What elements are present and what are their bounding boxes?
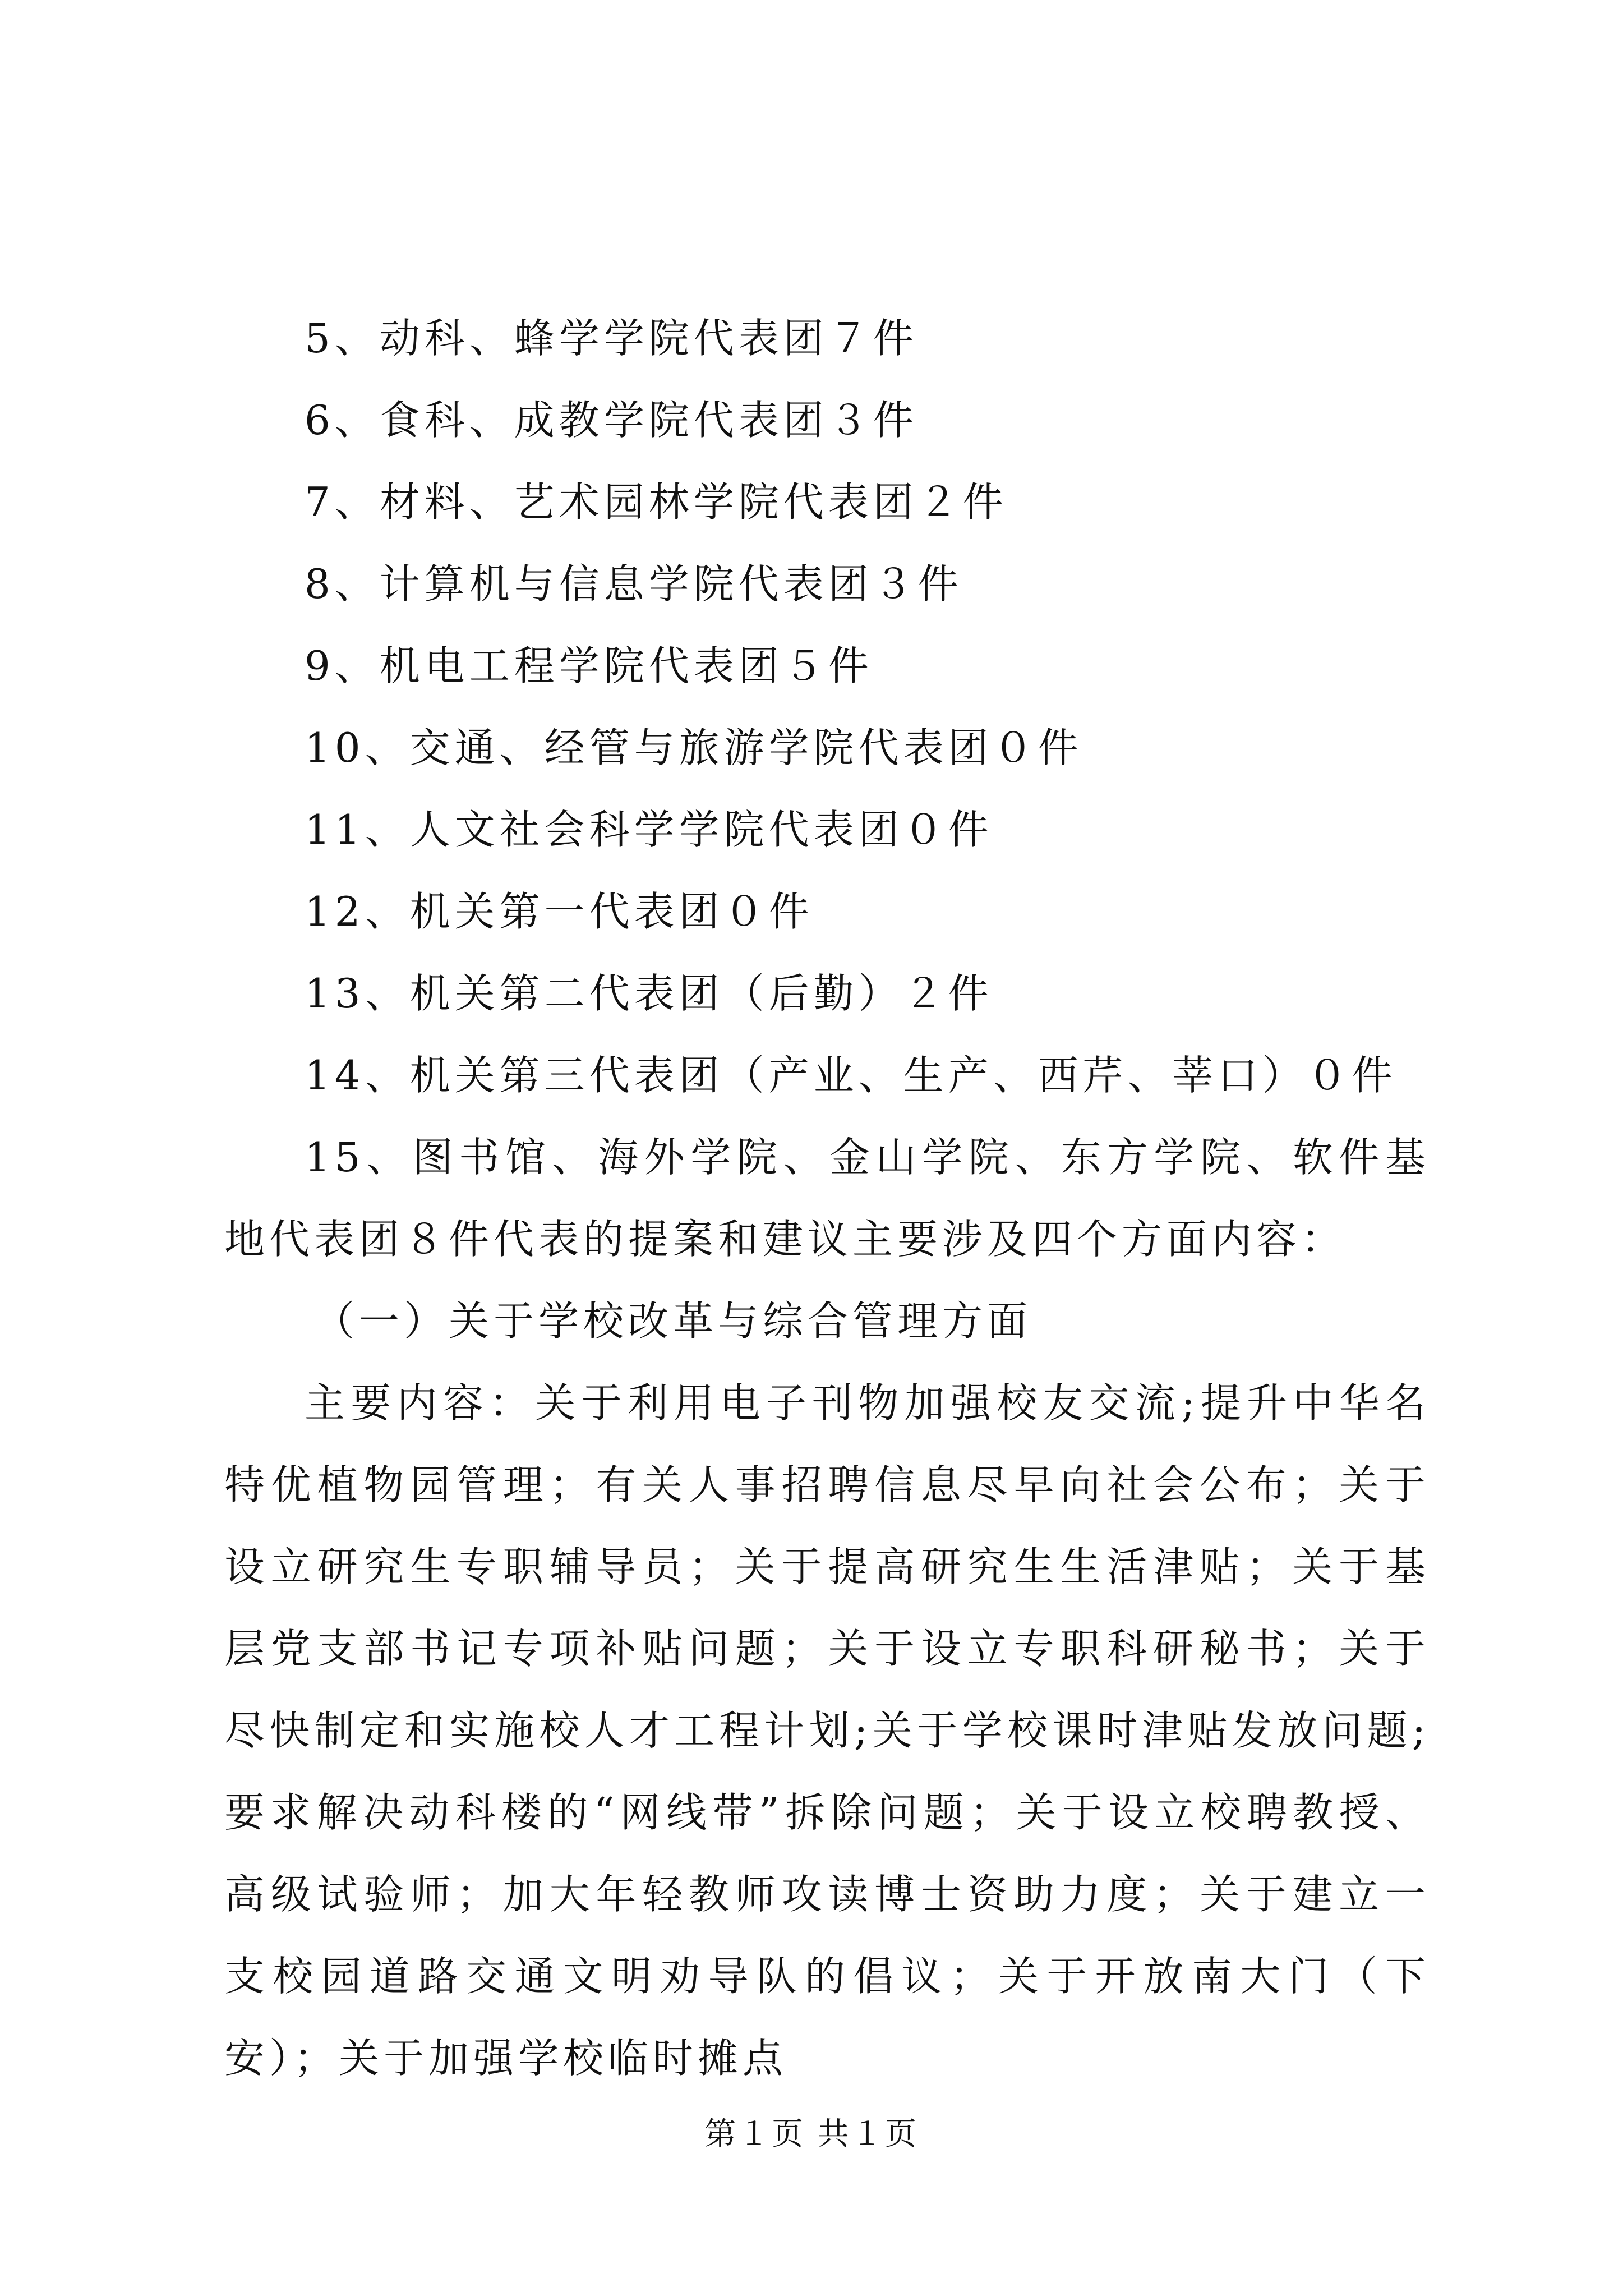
list-item: 5、动科、蜂学学院代表团７件	[305, 315, 918, 362]
section-heading: （一）关于学校改革与综合管理方面	[314, 1297, 1032, 1345]
list-item: 9、机电工程学院代表团５件	[305, 642, 873, 689]
list-item: 11、人文社会科学学院代表团０件	[305, 806, 993, 853]
list-item: 14、机关第三代表团（产业、生产、西芹、莘口）０件	[305, 1052, 1397, 1099]
list-item: 6、食科、成教学院代表团３件	[305, 397, 918, 444]
list-item: 13、机关第二代表团（后勤）２件	[305, 970, 993, 1017]
main-content-paragraph: 主要内容：关于利用电子刊物加强校友交流;提升中华名特优植物园管理；有关人事招聘信息尽早向社会公布；关于设立研究生专职辅导员；关于提高研究生生活津贴；关于基层党支部书记专项补贴问题；关于设立专职科研秘书；关于尽快制定和实施校人才工程计划;关于学校课时津贴发放问题;要求解决动科楼的“网线带”拆除问题；关于设立校聘教授、高级试验师；加大年轻教师攻读博士资助力度；关于建立一支校园道路交通文明劝导队的倡议；关于开放南大门（下安）；关于加强学校临时摊点	[224, 1379, 1430, 2082]
list-item: 12、机关第一代表团０件	[305, 888, 814, 935]
list-item: 10、交通、经管与旅游学院代表团０件	[305, 724, 1083, 771]
page-footer: 第１页 共１页	[704, 2116, 919, 2152]
list-item: 8、计算机与信息学院代表团３件	[305, 560, 963, 608]
list-item: 7、材料、艺术园林学院代表团２件	[305, 478, 1008, 526]
document-body	[224, 297, 1430, 2099]
list-item-15-paragraph: 15、图书馆、海外学院、金山学院、东方学院、软件基地代表团８件代表的提案和建议主要涉及四个方面内容：	[224, 1134, 1430, 1263]
